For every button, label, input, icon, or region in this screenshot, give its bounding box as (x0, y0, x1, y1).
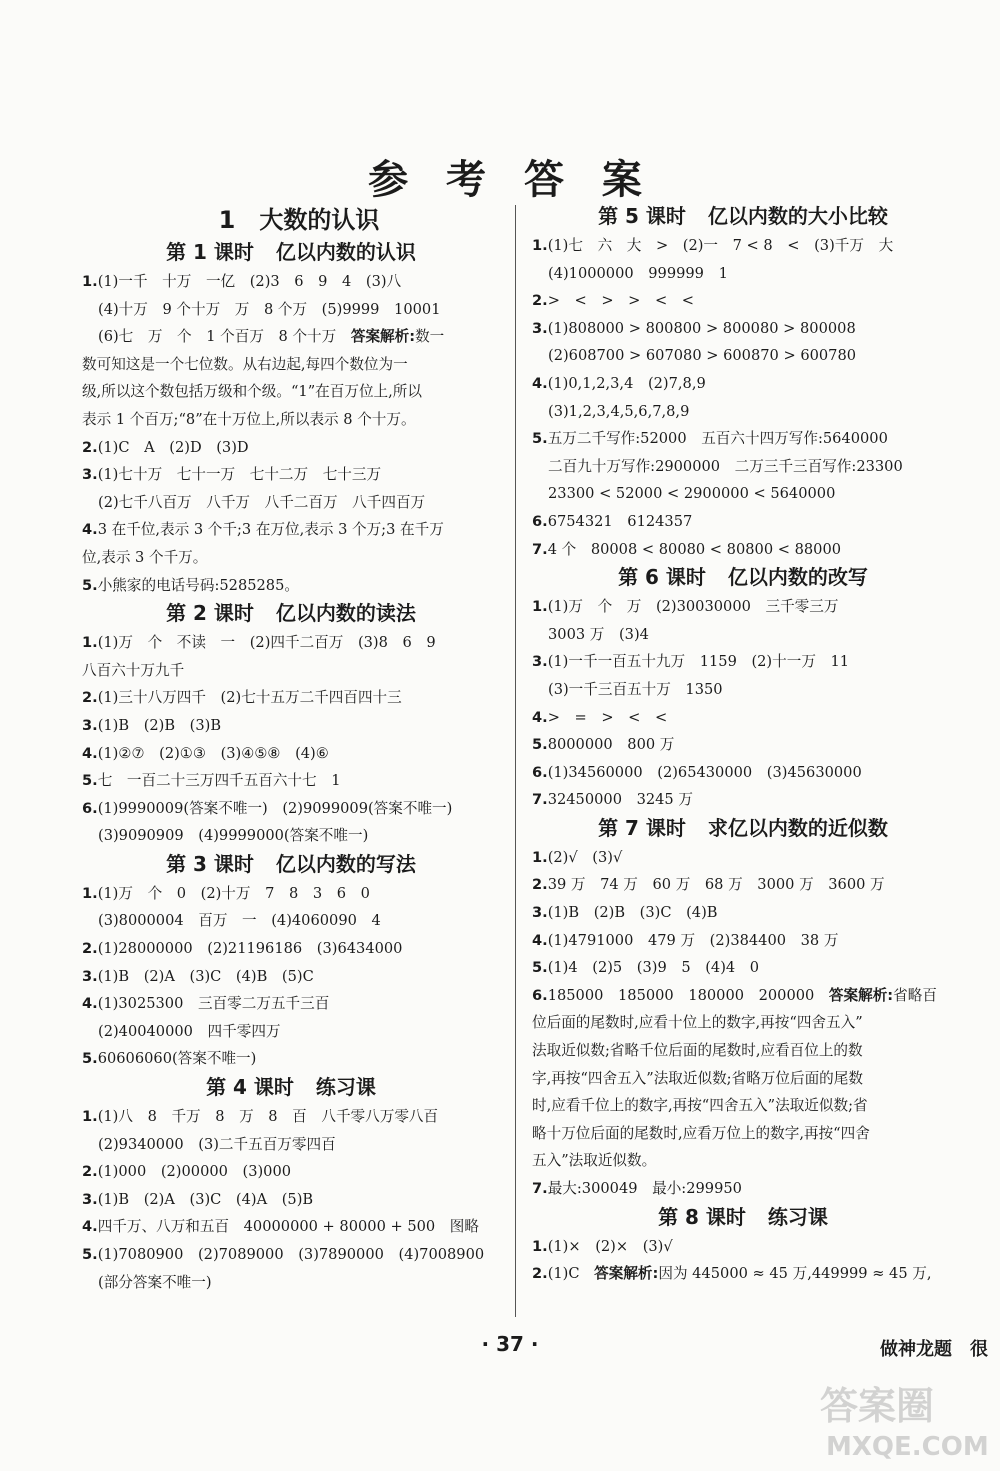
right-column (532, 202, 954, 1288)
answer-text: (1)7080900 (2)7089000 (3)7890000 (4)7008900 (97, 1246, 485, 1263)
answer-text: (1)②⑦ (2)①③ (3)④⑤⑧ (4)⑥ (97, 744, 329, 762)
answer-line (82, 684, 500, 712)
answer-text: 位后面的尾数时,应看十位上的数字,再按“四舍五入” (532, 1014, 863, 1032)
lesson-heading (82, 850, 500, 878)
question-number: 3. (532, 653, 548, 671)
answer-line (82, 990, 500, 1018)
answer-line (82, 516, 500, 544)
answer-line (532, 621, 954, 649)
lesson-heading (82, 1073, 500, 1101)
answer-text: (1)万 个 0 (2)十万 7 8 3 6 0 (97, 884, 370, 902)
answer-text: 数可知这是一个七位数。从右边起,每四个数位为一 (82, 355, 408, 373)
answer-line (532, 1037, 954, 1065)
answer-text: (1)000 (2)00000 (3)000 (97, 1163, 292, 1181)
lesson-number: 第 5 课时 (598, 204, 686, 228)
answer-text: 32450000 3245 万 (547, 791, 693, 809)
answer-text: (1)× (2)× (3)√ (547, 1237, 673, 1255)
lesson-topic: 亿以内数的写法 (275, 851, 416, 876)
question-number: 5. (82, 576, 98, 594)
lesson-heading (532, 202, 954, 230)
answer-line (82, 712, 500, 740)
answer-line (82, 629, 500, 657)
answer-line (532, 1233, 954, 1261)
answer-text: 七 一百二十三万四千五百六十七 1 (97, 772, 341, 790)
lesson-heading (82, 599, 500, 627)
question-number: 5. (82, 772, 98, 790)
answer-line (532, 425, 954, 453)
lesson-topic: 练习课 (767, 1204, 828, 1229)
answer-line (82, 1018, 500, 1046)
lesson-number: 第 8 课时 (658, 1204, 746, 1229)
lesson-number: 第 3 课时 (166, 851, 254, 876)
chapter-heading (98, 202, 500, 238)
answer-line (82, 1158, 500, 1186)
answer-line (532, 1120, 954, 1148)
answer-text: (1)八 8 千万 8 万 8 百 八千零八万零八百 (97, 1108, 439, 1126)
answer-text: (1)4791000 479 万 (2)384400 38 万 (547, 931, 839, 949)
answer-line (532, 1065, 954, 1093)
answer-line (82, 489, 500, 517)
answer-text: 表示 1 个百万;“8”在十万位上,所以表示 8 个十万。 (82, 410, 416, 428)
watermark-logo (812, 1375, 992, 1463)
answer-line (532, 731, 954, 759)
answer-text: (1)B (2)A (3)C (4)B (5)C (97, 967, 314, 985)
question-number: 1. (82, 884, 98, 902)
watermark-line1: 答案圈 (820, 1384, 935, 1428)
question-number: 2. (82, 1163, 98, 1181)
question-number: 4. (82, 521, 98, 539)
answer-analysis-text: 因为 445000 ≈ 45 万,449999 ≈ 45 万, (658, 1265, 932, 1283)
question-number: 3. (82, 967, 98, 985)
answer-line (532, 899, 954, 927)
brand-text: 做神龙题 很 (880, 1339, 988, 1360)
left-column (82, 202, 500, 1296)
page-number: · 37 · (481, 1332, 539, 1356)
question-number: 2. (532, 876, 548, 894)
question-number: 7. (532, 791, 548, 809)
answer-line (82, 1269, 500, 1297)
answer-line (532, 398, 954, 426)
answer-line (82, 434, 500, 462)
answer-analysis-label: 答案解析: (350, 328, 416, 346)
question-number: 2. (532, 292, 548, 310)
question-number: 1. (532, 1237, 548, 1255)
answer-line (82, 1045, 500, 1073)
answer-text: (1)34560000 (2)65430000 (3)45630000 (547, 763, 862, 781)
question-number: 4. (82, 1218, 98, 1236)
answer-line (532, 480, 954, 508)
answer-text: 4 个 80008 < 80080 < 80800 < 88000 (547, 540, 842, 558)
answer-text: 级,所以这个数包括万级和个级。“1”在百万位上,所以 (82, 383, 422, 401)
question-number: 3. (532, 904, 548, 922)
page-title: 参 考 答 案 (368, 157, 654, 203)
answer-text: > < > > < < (547, 292, 695, 310)
answer-line (82, 268, 500, 296)
answer-line (532, 1009, 954, 1037)
answer-text: (3)一千三百五十万 1350 (548, 680, 723, 698)
question-number: 1. (82, 1108, 98, 1126)
lesson-topic: 练习课 (315, 1075, 376, 1100)
answer-text: 最大:300049 最小:299950 (547, 1180, 742, 1197)
question-number: 2. (82, 689, 98, 707)
question-number: 5. (82, 1246, 98, 1263)
question-number: 6. (532, 512, 548, 530)
answer-line (532, 1092, 954, 1120)
question-number: 3. (532, 319, 548, 337)
answer-line (532, 954, 954, 982)
answer-line (532, 593, 954, 621)
answer-line (532, 453, 954, 481)
answer-line (82, 1186, 500, 1214)
question-number: 4. (82, 995, 98, 1013)
answer-line (82, 740, 500, 768)
answer-line (82, 963, 500, 991)
answer-analysis-label: 答案解析: (828, 986, 894, 1004)
answer-text: (4)十万 9 个十万 万 8 个万 (5)9999 10001 (98, 300, 441, 318)
answer-text: (1)万 个 万 (2)30030000 三千零三万 (547, 598, 839, 616)
answer-text: (3)1,2,3,4,5,6,7,8,9 (548, 402, 690, 420)
answer-line (532, 704, 954, 732)
answer-text: 39 万 74 万 60 万 68 万 3000 万 3600 万 (547, 876, 885, 894)
answer-line (82, 907, 500, 935)
answer-text: (3)8000004 百万 一 (4)4060090 4 (98, 912, 381, 930)
question-number: 4. (532, 708, 548, 726)
answer-line (532, 536, 954, 564)
answer-text: (1)一千一百五十九万 1159 (2)十一万 11 (547, 653, 850, 671)
chapter-title: 大数的认识 (259, 206, 380, 234)
question-number: 4. (532, 374, 548, 392)
answer-line (532, 982, 954, 1010)
chapter-number: 1 (218, 206, 236, 234)
answer-text: 位,表示 3 个千万。 (82, 548, 208, 566)
question-number: 5. (82, 1050, 98, 1068)
lesson-topic: 亿以内数的改写 (727, 565, 868, 590)
answer-text: 字,再按“四舍五入”法取近似数;省略万位后面的尾数 (532, 1069, 863, 1087)
question-number: 2. (82, 940, 98, 958)
answer-text: (1)28000000 (2)21196186 (3)6434000 (97, 940, 403, 958)
answer-text: 略十万位后面的尾数时,应看万位上的数字,再按“四舍 (532, 1124, 870, 1142)
answer-text: (1)B (2)B (3)B (97, 716, 222, 734)
answer-text: (1)B (2)A (3)C (4)A (5)B (97, 1190, 314, 1208)
answer-text: (1)三十八万四千 (2)七十五万二千四百四十三 (97, 689, 402, 707)
answer-text: (4)1000000 999999 1 (548, 264, 728, 282)
answer-analysis-text: 省略百 (893, 986, 937, 1004)
question-number: 1. (82, 273, 98, 290)
answer-text: (1)一千 十万 一亿 (2)3 6 9 4 (3)八 (97, 273, 402, 290)
question-number: 2. (82, 438, 98, 456)
question-number: 5. (532, 430, 548, 448)
answer-line (532, 676, 954, 704)
answer-line (532, 232, 954, 260)
answer-line (82, 935, 500, 963)
answer-line (532, 759, 954, 787)
lesson-number: 第 4 课时 (206, 1075, 294, 1100)
answer-text: 60606060(答案不唯一) (97, 1050, 257, 1068)
answer-line (82, 1131, 500, 1159)
answer-line (532, 844, 954, 872)
lesson-heading (532, 814, 954, 842)
answer-line (82, 296, 500, 324)
answer-text: 小熊家的电话号码:5285285。 (97, 576, 299, 594)
answer-line (532, 508, 954, 536)
answer-text: 6754321 6124357 (547, 512, 693, 530)
answer-line (82, 1213, 500, 1241)
answer-text: 时,应看千位上的数字,再按“四舍五入”法取近似数;省 (532, 1097, 868, 1115)
answer-text: (1)万 个 不读 一 (2)四千二百万 (3)8 6 9 (97, 634, 436, 652)
lesson-number: 第 1 课时 (166, 240, 254, 264)
question-number: 5. (532, 736, 548, 754)
lesson-topic: 亿以内数的认识 (275, 240, 416, 264)
answer-text: (2)608700 > 607080 > 600870 > 600780 (548, 347, 857, 365)
answer-text: 185000 185000 180000 200000 (547, 986, 829, 1004)
answer-line (532, 315, 954, 343)
lesson-topic: 亿以内数的大小比较 (707, 204, 888, 228)
answer-line (82, 657, 500, 685)
answer-text: (2)七千八百万 八千万 八千二百万 八千四百万 (98, 493, 426, 511)
answer-line (532, 648, 954, 676)
answer-line (82, 795, 500, 823)
column-divider (515, 205, 516, 1317)
answer-line (532, 871, 954, 899)
answer-line (532, 342, 954, 370)
answer-text: 二百九十万写作:2900000 二万三千三百写作:23300 (548, 457, 903, 475)
answer-text: (部分答案不唯一) (98, 1273, 212, 1291)
answer-text: (1)七 六 大 > (2)一 7 < 8 < (3)千万 大 (547, 237, 894, 254)
question-number: 1. (532, 598, 548, 616)
answer-text: (1)B (2)B (3)C (4)B (547, 904, 718, 922)
lesson-number: 第 7 课时 (598, 815, 686, 840)
answer-line (82, 822, 500, 850)
question-number: 3. (82, 716, 98, 734)
answer-text: 四千万、八万和五百 40000000 + 80000 + 500 图略 (97, 1218, 479, 1236)
question-number: 4. (82, 744, 98, 762)
answer-line (532, 260, 954, 288)
answer-text: (1)C A (2)D (3)D (97, 438, 249, 456)
question-number: 6. (82, 799, 98, 817)
answer-line (82, 378, 500, 406)
answer-analysis-label: 答案解析: (594, 1265, 659, 1283)
question-number: 7. (532, 1180, 548, 1197)
answer-line (82, 461, 500, 489)
answer-line (82, 351, 500, 379)
answer-text: (1)七十万 七十一万 七十二万 七十三万 (97, 466, 382, 484)
answer-line (532, 1147, 954, 1175)
answer-text: 八百六十万九千 (82, 661, 185, 679)
question-number: 6. (532, 763, 548, 781)
answer-line (82, 544, 500, 572)
answer-text: (6)七 万 个 1 个百万 8 个十万 (98, 328, 351, 346)
question-number: 3. (82, 1190, 98, 1208)
answer-text: (1)4 (2)5 (3)9 5 (4)4 0 (547, 959, 760, 977)
question-number: 5. (532, 959, 548, 977)
answer-text: (2)9340000 (3)二千五百万零四百 (98, 1135, 336, 1153)
answer-line (532, 1175, 954, 1203)
answer-line (82, 572, 500, 600)
answer-line (532, 786, 954, 814)
answer-line (82, 1241, 500, 1269)
answer-text: 五入”法取近似数。 (532, 1152, 657, 1170)
answer-line (82, 880, 500, 908)
lesson-heading (532, 1203, 954, 1231)
answer-text: > = > < < (547, 708, 668, 726)
lesson-heading (82, 238, 500, 266)
answer-analysis-text: 数一 (415, 328, 445, 346)
question-number: 6. (532, 986, 548, 1004)
answer-line (532, 370, 954, 398)
answer-text: 3003 万 (3)4 (548, 625, 649, 643)
question-number: 1. (532, 237, 548, 254)
answer-line (532, 287, 954, 315)
watermark-line2: MXQE.COM (826, 1432, 989, 1462)
lesson-topic: 求亿以内数的近似数 (707, 815, 888, 840)
question-number: 3. (82, 466, 98, 484)
answer-line (532, 1260, 954, 1288)
answer-text: (1)9990009(答案不唯一) (2)9099009(答案不唯一) (97, 799, 453, 817)
answer-text: (1)808000 > 800800 > 800080 > 800008 (547, 319, 856, 337)
lesson-number: 第 2 课时 (166, 601, 254, 626)
answer-line (82, 1103, 500, 1131)
answer-line (82, 406, 500, 434)
answer-text: (1)0,1,2,3,4 (2)7,8,9 (547, 374, 706, 392)
answer-text: 法取近似数;省略千位后面的尾数时,应看百位上的数 (532, 1042, 863, 1060)
answer-line (82, 323, 500, 351)
answer-text: (3)9090909 (4)9999000(答案不唯一) (98, 827, 369, 845)
answer-line (82, 767, 500, 795)
answer-text: (1)C (547, 1265, 595, 1283)
answer-text: (1)3025300 三百零二万五千三百 (97, 995, 330, 1013)
question-number: 2. (532, 1265, 548, 1283)
answer-text: 8000000 800 万 (547, 736, 675, 754)
answer-text: (2)40040000 四千零四万 (98, 1022, 281, 1040)
answer-text: 五万二千写作:52000 五百六十四万写作:5640000 (547, 430, 888, 448)
answer-line (532, 927, 954, 955)
question-number: 4. (532, 931, 548, 949)
answer-text: 23300 < 52000 < 2900000 < 5640000 (548, 485, 836, 503)
lesson-number: 第 6 课时 (618, 565, 706, 590)
answer-text: 3 在千位,表示 3 个千;3 在万位,表示 3 个万;3 在千万 (97, 521, 444, 539)
lesson-topic: 亿以内数的读法 (275, 601, 416, 626)
question-number: 7. (532, 540, 548, 558)
lesson-heading (532, 563, 954, 591)
question-number: 1. (532, 848, 548, 866)
question-number: 1. (82, 634, 98, 652)
answer-text: (2)√ (3)√ (547, 848, 623, 866)
